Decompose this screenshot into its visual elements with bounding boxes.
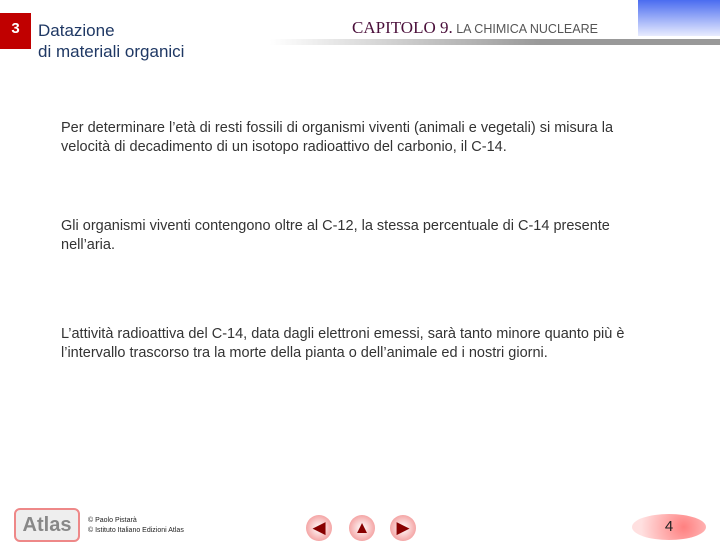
arrow-up-icon: ▲ <box>353 518 371 537</box>
arrow-right-icon: ▶ <box>396 518 410 537</box>
paragraph: Gli organismi viventi contengono oltre al C-12, la stessa percentuale di C-14 presente nell’aria. <box>61 218 610 253</box>
header-divider <box>270 39 720 45</box>
title-line: di materiali organici <box>38 42 185 61</box>
page-number: 4 <box>632 514 706 540</box>
home-button[interactable] <box>349 515 375 541</box>
arrow-left-icon: ◀ <box>312 518 326 537</box>
copyright-publisher: © Istituto Italiano Edizioni Atlas <box>88 527 184 534</box>
paragraph: Per determinare l’età di resti fossili di organismi viventi (animali e vegetali) si misura la velocità di decadimento di un isotopo radioattivo del carbonio, il C-14. <box>61 120 614 155</box>
chapter-label: CAPITOLO 9. <box>352 18 453 37</box>
next-button[interactable] <box>390 515 416 541</box>
header-decoration <box>638 0 720 36</box>
section-number: 3 <box>0 13 31 49</box>
prev-button[interactable] <box>306 515 332 541</box>
copyright <box>88 516 184 536</box>
paragraph: L’attività radioattiva del C-14, data dagli elettroni emessi, sarà tanto minore quanto più è l’intervallo trascorso tra la morte della pianta o dell’animale ed i nostri giorni. <box>61 326 625 361</box>
page-title <box>38 20 184 62</box>
chapter-name: LA CHIMICA NUCLEARE <box>456 22 598 36</box>
atlas-logo: Atlas <box>14 508 80 542</box>
title-line: Datazione <box>38 21 115 40</box>
chapter-heading <box>352 18 598 38</box>
copyright-author: © Paolo Pistarà <box>88 517 137 524</box>
